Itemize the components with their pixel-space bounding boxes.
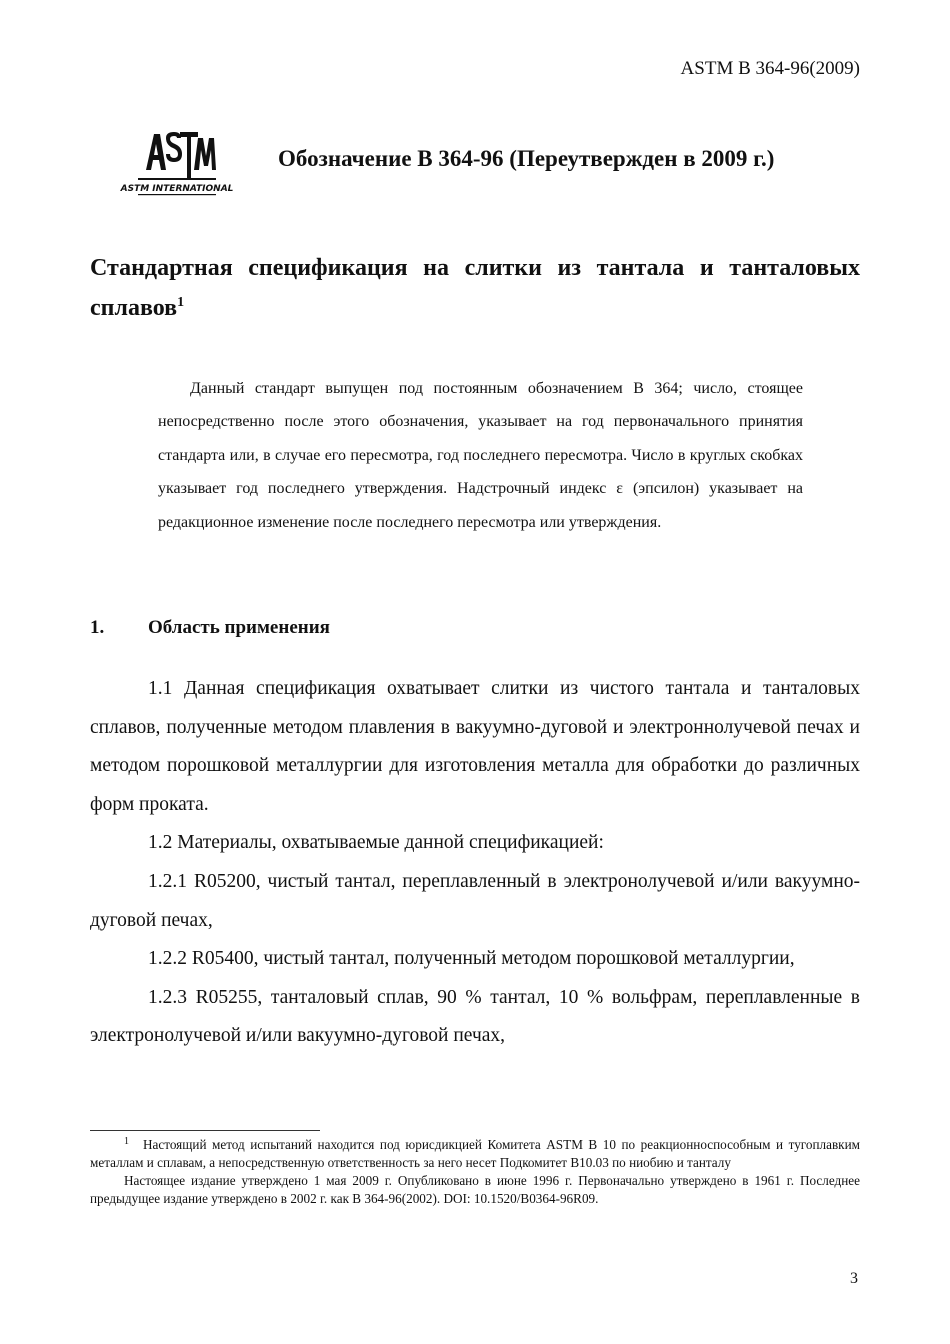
footnote-marker: 1: [124, 1135, 129, 1147]
section-title: Область применения: [148, 617, 330, 638]
standard-code: ASTM B 364-96(2009): [680, 58, 860, 79]
paragraph-1-2-2: 1.2.2 R05400, чистый тантал, полученный методом порошковой металлургии,: [148, 948, 795, 970]
paragraph-1-2: 1.2 Материалы, охватываемые данной спецификацией:: [148, 832, 604, 854]
designation-heading: Обозначение B 364-96 (Переутвержден в 2009 г.): [278, 146, 775, 171]
document-title: [90, 248, 860, 328]
footnote-2: Настоящее издание утверждено 1 мая 2009 г. Опубликовано в июне 1996 г. Первоначально утверждено в 1961 г. Последнее предыдущее издание утверждено в 2002 г. как B 364-96(2002). DOI: 10.1520/B0364-96R09.: [90, 1173, 860, 1206]
paragraph-1-1: 1.1 Данная спецификация охватывает слитки из чистого тантала и танталовых сплавов, полученные методом плавления в вакуумно-дуговой и электроннолучевой печах и методом порошковой металлургии для изготовления металла для обработки до различных форм проката.: [90, 678, 860, 815]
page-number: 3: [850, 1270, 858, 1287]
section-heading: [90, 617, 330, 639]
notice-text: Данный стандарт выпущен под постоянным обозначением B 364; число, стоящее непосредственно после этого обозначения, указывает на год первоначального принятия стандарта или, в случае его пересмотра, год последнего пересмотра. Число в круглых скобках указывает год последнего утверждения. Надстрочный индекс ε (эпсилон) указывает на редакционное изменение после последнего пересмотра или утверждения.: [158, 380, 803, 531]
footnote-1: [90, 1136, 860, 1172]
logo-text: ASTM INTERNATIONAL: [120, 184, 234, 194]
section-number: 1.: [90, 617, 105, 638]
title-footnote-ref: 1: [177, 295, 185, 310]
title-text: Стандартная спецификация на слитки из тантала и танталовых сплавов: [90, 255, 860, 321]
footnote-1-text: Настоящий метод испытаний находится под юрисдикцией Комитета ASTM B 10 по реакционноспособным и тугоплавким металлам и сплавам, а непосредственную ответственность за него несет Подкомитет B10.03 по ниобию и танталу: [90, 1137, 860, 1170]
paragraph-1-2-1: 1.2.1 R05200, чистый тантал, переплавленный в электронолучевой и/или вакуумно-дуговой печах,: [90, 870, 860, 931]
astm-logo-icon: [120, 126, 234, 198]
section-body: [90, 670, 860, 1056]
footnotes: [90, 1136, 860, 1208]
paragraph-1-2-3: 1.2.3 R05255, танталовый сплав, 90 % тантал, 10 % вольфрам, переплавленные в электронолучевой и/или вакуумно-дуговой печах,: [90, 986, 860, 1047]
standard-notice: [158, 372, 803, 539]
footnote-divider: [90, 1130, 320, 1131]
